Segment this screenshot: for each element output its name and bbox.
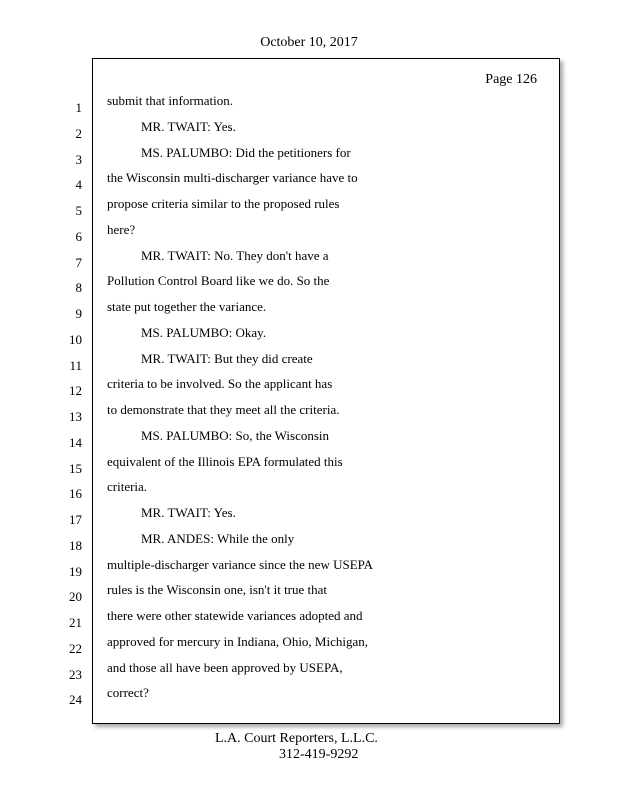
transcript-line: Pollution Control Board like we do. So the [107, 273, 330, 289]
line-number: 15 [69, 460, 82, 476]
transcript-line: propose criteria similar to the proposed rules [107, 196, 340, 211]
transcript-line: submit that information. [107, 93, 234, 108]
transcript-line: the Wisconsin multi-discharger variance have to [107, 170, 358, 186]
line-number: 10 [69, 331, 82, 347]
footer-phone: 312-419-9292 [279, 747, 359, 762]
line-number: 3 [75, 151, 82, 167]
line-number: 17 [69, 512, 82, 527]
line-number: 6 [75, 228, 82, 244]
transcript-line: and those all have been approved by USEPA, [107, 659, 343, 675]
line-number: 24 [69, 692, 82, 708]
line-number: 11 [69, 357, 82, 373]
transcript-line: there were other statewide variances adopted and [107, 608, 363, 623]
line-number: 13 [69, 409, 82, 424]
transcript-line: to demonstrate that they meet all the criteria. [107, 402, 340, 417]
footer-company: L.A. Court Reporters, L.L.C. [215, 731, 378, 746]
line-number: 4 [75, 177, 82, 193]
transcript-line: rules is the Wisconsin one, isn't it true that [107, 582, 328, 598]
line-number: 1 [75, 100, 82, 115]
transcript-line: criteria to be involved. So the applicant has [107, 376, 333, 392]
line-number: 21 [69, 615, 82, 630]
line-number: 5 [75, 203, 82, 218]
transcript-line: MR. TWAIT: Yes. [141, 118, 236, 134]
transcript-line: MR. TWAIT: No. They don't have a [141, 247, 329, 263]
transcript-line: MR. TWAIT: Yes. [141, 505, 236, 520]
transcript-date: October 10, 2017 [260, 35, 358, 50]
transcript-line: equivalent of the Illinois EPA formulated this [107, 453, 343, 469]
line-number: 18 [69, 537, 82, 553]
line-number: 12 [69, 383, 82, 399]
line-number: 8 [75, 280, 82, 296]
transcript-line: criteria. [107, 479, 148, 495]
line-number: 9 [75, 306, 82, 321]
line-number: 7 [75, 254, 82, 270]
line-number: 20 [69, 589, 82, 605]
line-number: 19 [69, 563, 82, 579]
transcript-line: here? [107, 221, 136, 237]
transcript-line: MS. PALUMBO: So, the Wisconsin [141, 427, 330, 443]
transcript-line: MS. PALUMBO: Did the petitioners for [141, 144, 351, 160]
line-number-column [58, 101, 82, 719]
transcript-line: MS. PALUMBO: Okay. [141, 324, 267, 340]
transcript-line: MR. ANDES: While the only [141, 530, 295, 546]
transcript-line: approved for mercury in Indiana, Ohio, Michigan, [107, 633, 369, 649]
transcript-line: MR. TWAIT: But they did create [141, 350, 313, 366]
line-number: 16 [69, 486, 82, 502]
transcript-line: correct? [107, 685, 149, 701]
line-number: 23 [69, 666, 82, 682]
line-number: 22 [69, 640, 82, 656]
line-number: 14 [69, 434, 82, 450]
page-number: Page 126 [485, 72, 537, 87]
transcript-line: multiple-discharger variance since the new USEPA [107, 556, 374, 572]
transcript-line: state put together the variance. [107, 299, 267, 314]
line-number: 2 [75, 125, 82, 141]
transcript-text [107, 94, 547, 712]
